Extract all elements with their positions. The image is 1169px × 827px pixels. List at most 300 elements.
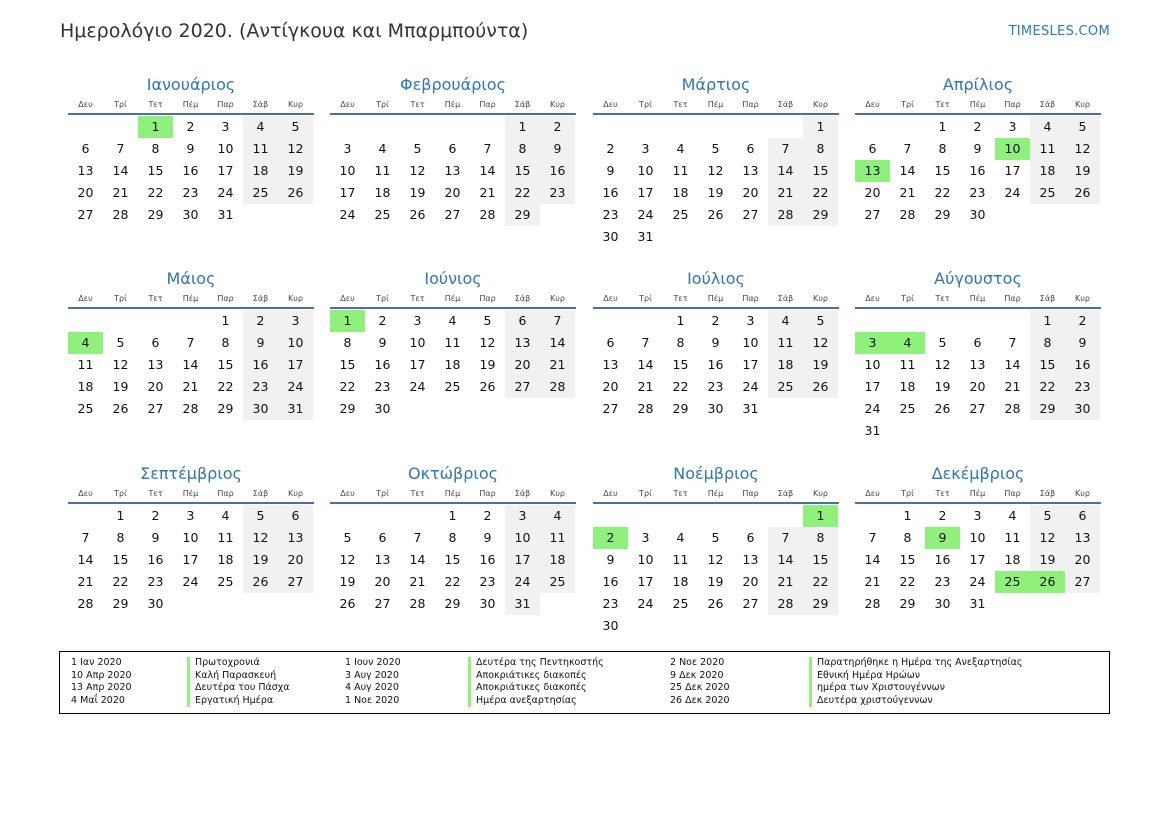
- day-cell: 17: [339, 185, 356, 200]
- day-cell: 30: [1065, 398, 1100, 420]
- day-cell: 9: [186, 141, 195, 156]
- day-cell: 5: [938, 335, 947, 350]
- holiday-day-cell: 13: [855, 160, 890, 182]
- weekday-header: [68, 486, 314, 504]
- day-cell: 4: [448, 313, 457, 328]
- day-cell: 14: [1004, 357, 1021, 372]
- day-cell: 6: [505, 310, 540, 332]
- weekday-label: Τρί: [376, 489, 389, 498]
- day-cell: 19: [339, 574, 356, 589]
- day-cell: 14: [112, 163, 129, 178]
- month-name: Ιανουάριος: [146, 75, 236, 94]
- day-cell: 19: [243, 549, 278, 571]
- weekday-label: Κυρ: [550, 100, 565, 109]
- day-cell: 20: [147, 379, 164, 394]
- empty-cell: [400, 116, 435, 138]
- day-cell: 1: [221, 313, 230, 328]
- holiday-name: Πρωτοχρονιά: [187, 657, 290, 670]
- weekday-label: Τρί: [114, 100, 127, 109]
- day-cell: 9: [483, 530, 492, 545]
- day-cell: 6: [1065, 505, 1100, 527]
- month-calendar: [68, 463, 314, 615]
- day-cell: 27: [742, 207, 759, 222]
- day-cell: 14: [479, 163, 496, 178]
- weekday-label: Πέμ: [182, 294, 199, 303]
- day-cell: 27: [602, 401, 619, 416]
- day-cell: 1: [505, 116, 540, 138]
- weekday-label: Παρ: [742, 294, 759, 303]
- day-cell: 18: [672, 574, 689, 589]
- day-cell: 5: [413, 141, 422, 156]
- day-cell: 6: [448, 141, 457, 156]
- days-grid: [330, 310, 576, 420]
- day-cell: 28: [540, 376, 575, 398]
- weekday-label: Τετ: [148, 489, 163, 498]
- day-cell: 12: [339, 552, 356, 567]
- day-cell: 9: [973, 141, 982, 156]
- day-cell: 17: [278, 354, 313, 376]
- weekday-header: [593, 486, 839, 504]
- day-cell: 18: [540, 549, 575, 571]
- day-cell: 29: [444, 596, 461, 611]
- weekday-label: Σάβ: [514, 100, 531, 109]
- day-cell: 31: [742, 401, 759, 416]
- day-cell: 6: [973, 335, 982, 350]
- day-cell: 28: [637, 401, 654, 416]
- day-cell: 17: [182, 552, 199, 567]
- day-cell: 9: [540, 138, 575, 160]
- day-cell: 13: [602, 357, 619, 372]
- day-cell: 6: [606, 335, 615, 350]
- day-cell: 28: [864, 596, 881, 611]
- holiday-date-column: [71, 657, 132, 707]
- day-cell: 26: [479, 379, 496, 394]
- month-name: Νοέμβριος: [673, 464, 759, 483]
- empty-cell: [470, 116, 505, 138]
- weekday-label: Δευ: [78, 100, 93, 109]
- day-cell: 10: [339, 163, 356, 178]
- day-cell: 31: [637, 229, 654, 244]
- holiday-date: 1 Ιουν 2020: [345, 657, 401, 668]
- day-cell: 31: [217, 207, 234, 222]
- day-cell: 8: [903, 530, 912, 545]
- day-cell: 16: [540, 160, 575, 182]
- day-cell: 19: [479, 357, 496, 372]
- weekday-header: [330, 486, 576, 504]
- day-cell: 10: [505, 527, 540, 549]
- weekday-label: Παρ: [217, 489, 234, 498]
- weekday-label: Παρ: [742, 100, 759, 109]
- day-cell: 24: [742, 379, 759, 394]
- weekday-label: Τρί: [901, 294, 914, 303]
- empty-cell: [593, 116, 628, 138]
- holiday-date: 10 Απρ 2020: [71, 669, 132, 681]
- day-cell: 2: [151, 508, 160, 523]
- day-cell: 15: [112, 552, 129, 567]
- weekday-label: Τρί: [376, 100, 389, 109]
- day-cell: 26: [934, 401, 951, 416]
- day-cell: 14: [864, 552, 881, 567]
- day-cell: 29: [339, 401, 356, 416]
- empty-cell: [663, 116, 698, 138]
- weekday-label: Κυρ: [1075, 489, 1090, 498]
- day-cell: 11: [1030, 138, 1065, 160]
- holiday-date: 13 Απρ 2020: [71, 682, 132, 694]
- day-cell: 15: [803, 549, 838, 571]
- day-cell: 12: [1065, 138, 1100, 160]
- day-cell: 21: [899, 185, 916, 200]
- day-cell: 9: [378, 335, 387, 350]
- day-cell: 5: [803, 310, 838, 332]
- day-cell: 2: [1065, 310, 1100, 332]
- day-cell: 2: [186, 119, 195, 134]
- month-name: Σεπτέμβριος: [140, 464, 242, 483]
- day-cell: 13: [77, 163, 94, 178]
- month-calendar: [330, 74, 576, 226]
- day-cell: 11: [1004, 530, 1021, 545]
- weekday-label: Σάβ: [1039, 489, 1056, 498]
- weekday-label: Παρ: [742, 489, 759, 498]
- day-cell: 16: [934, 552, 951, 567]
- day-cell: 30: [602, 618, 619, 633]
- days-grid: [855, 116, 1101, 226]
- day-cell: 25: [768, 376, 803, 398]
- day-cell: 15: [339, 357, 356, 372]
- weekday-label: Πέμ: [182, 489, 199, 498]
- day-cell: 21: [409, 574, 426, 589]
- day-cell: 23: [934, 574, 951, 589]
- days-grid: [330, 505, 576, 615]
- holiday-date: 1 Νοε 2020: [345, 694, 400, 706]
- day-cell: 17: [409, 357, 426, 372]
- weekday-label: Τρί: [901, 100, 914, 109]
- day-cell: 27: [278, 571, 313, 593]
- day-cell: 17: [217, 163, 234, 178]
- day-cell: 28: [899, 207, 916, 222]
- holiday-name: ημέρα των Χριστουγέννων: [809, 682, 1022, 695]
- day-cell: 13: [278, 527, 313, 549]
- empty-cell: [330, 116, 365, 138]
- day-cell: 28: [768, 593, 803, 615]
- day-cell: 5: [711, 141, 720, 156]
- day-cell: 13: [505, 332, 540, 354]
- day-cell: 22: [899, 574, 916, 589]
- day-cell: 6: [81, 141, 90, 156]
- day-cell: 19: [278, 160, 313, 182]
- day-cell: 3: [343, 141, 352, 156]
- month-calendar: [593, 74, 839, 248]
- day-cell: 16: [243, 354, 278, 376]
- day-cell: 31: [864, 423, 881, 438]
- weekday-label: Πέμ: [969, 100, 986, 109]
- day-cell: 27: [147, 401, 164, 416]
- day-cell: 21: [637, 379, 654, 394]
- day-cell: 19: [409, 185, 426, 200]
- empty-cell: [733, 116, 768, 138]
- day-cell: 18: [243, 160, 278, 182]
- days-grid: [68, 505, 314, 615]
- day-cell: 9: [606, 552, 615, 567]
- day-cell: 26: [1065, 182, 1100, 204]
- day-cell: 3: [1008, 119, 1017, 134]
- holiday-name: Παρατηρήθηκε η Ημέρα της Ανεξαρτησίας: [809, 657, 1022, 670]
- weekday-label: Παρ: [479, 489, 496, 498]
- weekday-label: Τετ: [673, 294, 688, 303]
- page-title: Ημερολόγιο 2020. (Αντίγκουα και Μπαρμπούντα): [60, 20, 529, 42]
- day-cell: 12: [707, 163, 724, 178]
- weekday-header: [593, 291, 839, 309]
- weekday-label: Σάβ: [514, 489, 531, 498]
- weekday-label: Παρ: [217, 294, 234, 303]
- holiday-name: Δευτέρα της Πεντηκοστής: [468, 657, 604, 670]
- day-cell: 20: [602, 379, 619, 394]
- day-cell: 22: [803, 571, 838, 593]
- day-cell: 30: [602, 229, 619, 244]
- holiday-name: Αποκριάτικες διακοπές: [468, 670, 604, 683]
- day-cell: 3: [641, 530, 650, 545]
- site-link[interactable]: TIMESLES.COM: [1008, 24, 1110, 39]
- month-calendar: [330, 268, 576, 420]
- weekday-label: Κυρ: [288, 294, 303, 303]
- day-cell: 18: [77, 379, 94, 394]
- weekday-label: Κυρ: [1075, 294, 1090, 303]
- days-grid: [68, 310, 314, 420]
- day-cell: 3: [641, 141, 650, 156]
- day-cell: 20: [742, 574, 759, 589]
- day-cell: 31: [278, 398, 313, 420]
- day-cell: 23: [969, 185, 986, 200]
- weekday-label: Τετ: [673, 100, 688, 109]
- day-cell: 22: [672, 379, 689, 394]
- day-cell: 23: [147, 574, 164, 589]
- day-cell: 11: [243, 138, 278, 160]
- weekday-label: Τετ: [148, 100, 163, 109]
- day-cell: 7: [413, 530, 422, 545]
- empty-cell: [593, 505, 628, 527]
- day-cell: 1: [116, 508, 125, 523]
- day-cell: 6: [151, 335, 160, 350]
- day-cell: 11: [77, 357, 94, 372]
- day-cell: 11: [540, 527, 575, 549]
- day-cell: 6: [746, 141, 755, 156]
- day-cell: 30: [934, 596, 951, 611]
- day-cell: 10: [409, 335, 426, 350]
- day-cell: 7: [1008, 335, 1017, 350]
- empty-cell: [628, 310, 663, 332]
- empty-cell: [925, 310, 960, 332]
- days-grid: [68, 116, 314, 226]
- day-cell: 25: [217, 574, 234, 589]
- day-cell: 20: [77, 185, 94, 200]
- day-cell: 11: [444, 335, 461, 350]
- day-cell: 12: [243, 527, 278, 549]
- weekday-label: Πέμ: [444, 489, 461, 498]
- day-cell: 14: [182, 357, 199, 372]
- day-cell: 22: [339, 379, 356, 394]
- weekday-label: Δευ: [865, 489, 880, 498]
- empty-cell: [768, 505, 803, 527]
- day-cell: 5: [343, 530, 352, 545]
- day-cell: 14: [637, 357, 654, 372]
- weekday-label: Κυρ: [813, 294, 828, 303]
- day-cell: 15: [899, 552, 916, 567]
- day-cell: 4: [676, 530, 685, 545]
- day-cell: 18: [374, 185, 391, 200]
- weekday-label: Τετ: [148, 294, 163, 303]
- day-cell: 27: [374, 596, 391, 611]
- day-cell: 23: [243, 376, 278, 398]
- day-cell: 4: [1008, 508, 1017, 523]
- day-cell: 18: [444, 357, 461, 372]
- day-cell: 29: [217, 401, 234, 416]
- weekday-label: Παρ: [217, 100, 234, 109]
- day-cell: 20: [864, 185, 881, 200]
- day-cell: 15: [1030, 354, 1065, 376]
- weekday-label: Τετ: [935, 100, 950, 109]
- day-cell: 18: [1030, 160, 1065, 182]
- day-cell: 22: [217, 379, 234, 394]
- empty-cell: [628, 116, 663, 138]
- day-cell: 8: [448, 530, 457, 545]
- day-cell: 22: [934, 185, 951, 200]
- weekday-label: Δευ: [603, 489, 618, 498]
- empty-cell: [960, 310, 995, 332]
- day-cell: 12: [803, 332, 838, 354]
- weekday-label: Τρί: [901, 489, 914, 498]
- month-name: Απρίλιος: [942, 75, 1014, 94]
- month-name: Οκτώβριος: [407, 464, 498, 483]
- weekday-label: Πέμ: [707, 100, 724, 109]
- day-cell: 17: [637, 185, 654, 200]
- weekday-label: Τετ: [673, 489, 688, 498]
- day-cell: 8: [803, 527, 838, 549]
- weekday-label: Σάβ: [777, 100, 794, 109]
- day-cell: 25: [672, 596, 689, 611]
- day-cell: 7: [641, 335, 650, 350]
- day-cell: 8: [343, 335, 352, 350]
- holiday-date: 4 Μαΐ 2020: [71, 694, 125, 706]
- month-calendar: [855, 463, 1101, 615]
- day-cell: 9: [1065, 332, 1100, 354]
- day-cell: 1: [1030, 310, 1065, 332]
- day-cell: 30: [182, 207, 199, 222]
- day-cell: 23: [602, 596, 619, 611]
- day-cell: 20: [374, 574, 391, 589]
- day-cell: 22: [147, 185, 164, 200]
- weekday-header: [68, 291, 314, 309]
- day-cell: 29: [899, 596, 916, 611]
- empty-cell: [855, 310, 890, 332]
- empty-cell: [68, 310, 103, 332]
- weekday-label: Κυρ: [813, 100, 828, 109]
- empty-cell: [698, 116, 733, 138]
- day-cell: 29: [147, 207, 164, 222]
- day-cell: 15: [217, 357, 234, 372]
- day-cell: 8: [676, 335, 685, 350]
- day-cell: 29: [934, 207, 951, 222]
- day-cell: 15: [803, 160, 838, 182]
- day-cell: 17: [864, 379, 881, 394]
- month-calendar: [330, 463, 576, 615]
- day-cell: 24: [409, 379, 426, 394]
- day-cell: 9: [711, 335, 720, 350]
- day-cell: 21: [77, 574, 94, 589]
- day-cell: 28: [409, 596, 426, 611]
- day-cell: 17: [969, 552, 986, 567]
- day-cell: 24: [505, 571, 540, 593]
- weekday-label: Τρί: [114, 489, 127, 498]
- empty-cell: [593, 310, 628, 332]
- day-cell: 22: [803, 182, 838, 204]
- month-name: Αύγουστος: [934, 269, 1022, 288]
- weekday-label: Σάβ: [514, 294, 531, 303]
- days-grid: [855, 505, 1101, 615]
- holiday-date-column: [345, 657, 401, 707]
- day-cell: 29: [803, 593, 838, 615]
- holiday-name: Δευτέρα του Πάσχα: [187, 682, 290, 695]
- day-cell: 11: [217, 530, 234, 545]
- day-cell: 8: [1030, 332, 1065, 354]
- empty-cell: [698, 505, 733, 527]
- day-cell: 23: [479, 574, 496, 589]
- day-cell: 24: [637, 207, 654, 222]
- day-cell: 16: [707, 357, 724, 372]
- weekday-label: Δευ: [340, 100, 355, 109]
- day-cell: 11: [899, 357, 916, 372]
- day-cell: 19: [934, 379, 951, 394]
- day-cell: 20: [1065, 549, 1100, 571]
- day-cell: 2: [378, 313, 387, 328]
- day-cell: 6: [378, 530, 387, 545]
- day-cell: 30: [969, 207, 986, 222]
- holiday-list: [59, 651, 1110, 714]
- holiday-day-cell: 3: [855, 332, 890, 354]
- day-cell: 10: [969, 530, 986, 545]
- weekday-label: Κυρ: [550, 489, 565, 498]
- weekday-label: Σάβ: [252, 100, 269, 109]
- day-cell: 16: [147, 552, 164, 567]
- day-cell: 8: [938, 141, 947, 156]
- day-cell: 20: [742, 185, 759, 200]
- day-cell: 13: [147, 357, 164, 372]
- day-cell: 4: [243, 116, 278, 138]
- empty-cell: [330, 505, 365, 527]
- day-cell: 21: [540, 354, 575, 376]
- month-name: Ιούνιος: [424, 269, 482, 288]
- day-cell: 23: [374, 379, 391, 394]
- day-cell: 7: [903, 141, 912, 156]
- day-cell: 5: [243, 505, 278, 527]
- day-cell: 25: [77, 401, 94, 416]
- day-cell: 29: [672, 401, 689, 416]
- holiday-name: Εθνική Ημέρα Ηρώων: [809, 670, 1022, 683]
- day-cell: 13: [742, 163, 759, 178]
- day-cell: 19: [1030, 549, 1065, 571]
- empty-cell: [733, 505, 768, 527]
- holiday-day-cell: 26: [1030, 571, 1065, 593]
- day-cell: 29: [1030, 398, 1065, 420]
- day-cell: 10: [637, 163, 654, 178]
- day-cell: 26: [339, 596, 356, 611]
- day-cell: 14: [540, 332, 575, 354]
- day-cell: 14: [768, 160, 803, 182]
- day-cell: 16: [1065, 354, 1100, 376]
- day-cell: 24: [339, 207, 356, 222]
- day-cell: 23: [540, 182, 575, 204]
- day-cell: 16: [182, 163, 199, 178]
- empty-cell: [663, 505, 698, 527]
- day-cell: 26: [707, 207, 724, 222]
